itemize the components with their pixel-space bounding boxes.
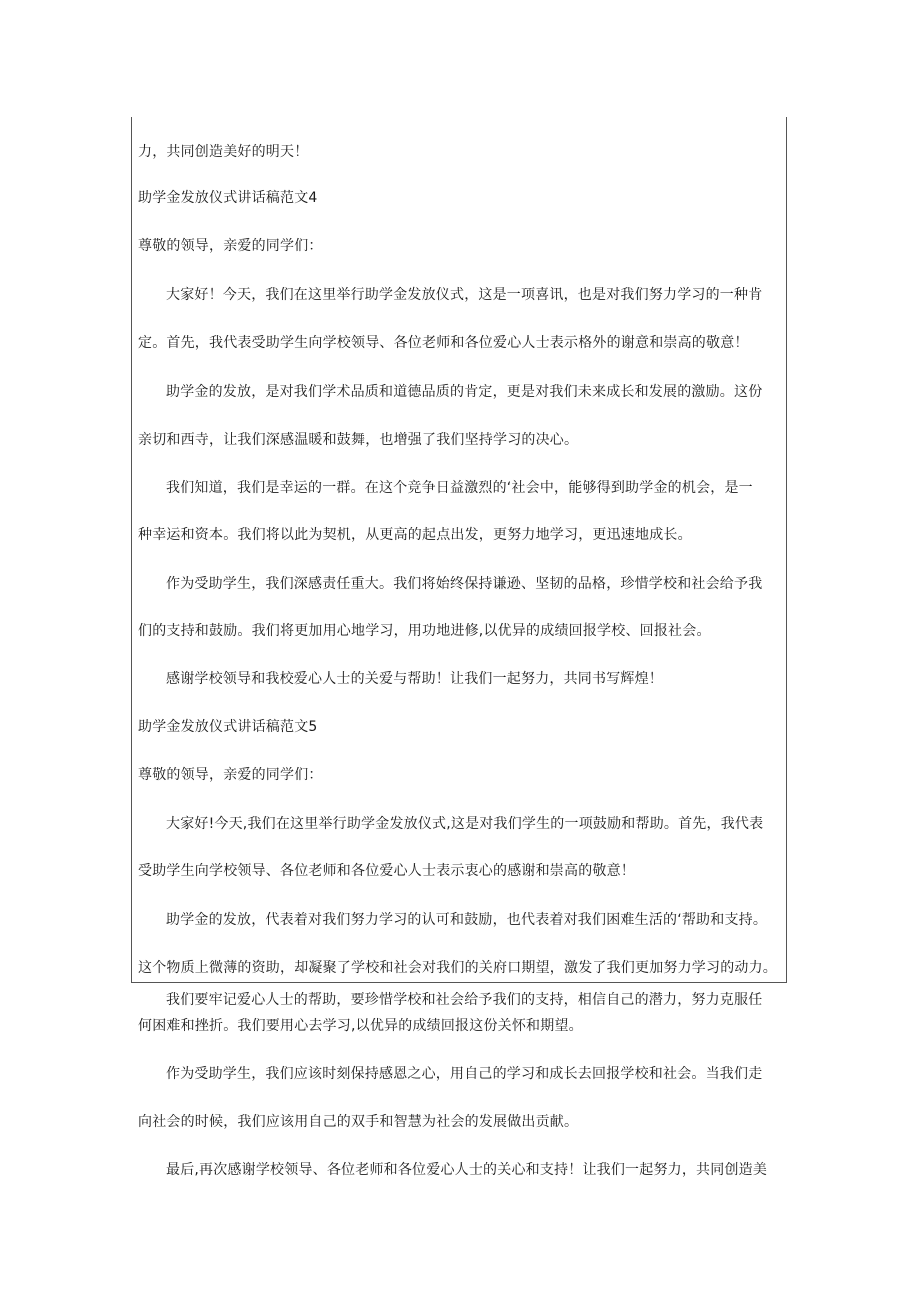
- paragraph-line: 助学金的发放，是对我们学术品质和道德品质的肯定，更是对我们未来成长和发展的激励。这份: [166, 384, 763, 400]
- text-line: 力，共同创造美好的明天！: [138, 144, 309, 160]
- section-heading: 助学金发放仪式讲话稿范文5: [138, 719, 318, 735]
- paragraph-line: 何困难和挫折。我们要用心去学习,以优异的成绩回报这份关怀和期望。: [138, 1018, 583, 1034]
- paragraph-line: 向社会的时候，我们应该用自己的双手和智慧为社会的发展做出贡献。: [138, 1114, 579, 1130]
- paragraph-line: 们的支持和鼓励。我们将更加用心地学习，用功地进修,以优异的成绩回报学校、回报社会。: [138, 623, 711, 639]
- paragraph-line: 种幸运和资本。我们将以此为契机，从更高的起点出发，更努力地学习，更迅速地成长。: [138, 527, 692, 543]
- paragraph-line: 作为受助学生，我们应该时刻保持感恩之心，用自己的学习和成长去回报学校和社会。当我们走: [166, 1066, 763, 1082]
- paragraph-line: 定。首先，我代表受助学生向学校领导、各位老师和各位爱心人士表示格外的谢意和崇高的敬意！: [138, 335, 749, 351]
- paragraph-line: 亲切和西寺，让我们深感温暖和鼓舞，也增强了我们坚持学习的决心。: [138, 432, 579, 448]
- paragraph-line: 大家好!今天,我们在这里举行助学金发放仪式,这是对我们学生的一项鼓励和帮助。首先，我代表: [166, 816, 764, 832]
- paragraph-line: 感谢学校领导和我校爱心人士的关爱与帮助！让我们一起努力，共同书写辉煌！: [166, 671, 663, 687]
- paragraph-line: 大家好！今天，我们在这里举行助学金发放仪式，这是一项喜讯，也是对我们努力学习的一种肯: [166, 287, 763, 303]
- paragraph-line: 我们要牢记爱心人士的帮助，要珍惜学校和社会给予我们的支持，相信自己的潜力，努力克服任: [166, 992, 763, 1008]
- section-heading: 助学金发放仪式讲话稿范文4: [138, 190, 318, 206]
- paragraph-line: 这个物质上微薄的资助，却凝聚了学校和社会对我们的关府口期望，激发了我们更加努力学习的动力。: [138, 960, 777, 976]
- paragraph-line: 受助学生向学校领导、各位老师和各位爱心人士表示衷心的感谢和崇高的敬意！: [138, 863, 635, 879]
- paragraph-line: 我们知道，我们是幸运的一群。在这个竞争日益激烈的‘社会中，能够得到助学金的机会，是一: [166, 480, 753, 496]
- salutation: 尊敬的领导，亲爱的同学们：: [138, 238, 323, 254]
- paragraph-line: 助学金的发放，代表着对我们努力学习的认可和鼓励，也代表着对我们困难生活的‘帮助和支持。: [166, 912, 768, 928]
- paragraph-line: 最后,再次感谢学校领导、各位老师和各位爱心人士的关心和支持！让我们一起努力，共同创造美: [166, 1162, 768, 1178]
- paragraph-line: 作为受助学生，我们深感责任重大。我们将始终保持谦逊、坚韧的品格，珍惜学校和社会给予我: [166, 576, 763, 592]
- salutation: 尊敬的领导，亲爱的同学们：: [138, 767, 323, 783]
